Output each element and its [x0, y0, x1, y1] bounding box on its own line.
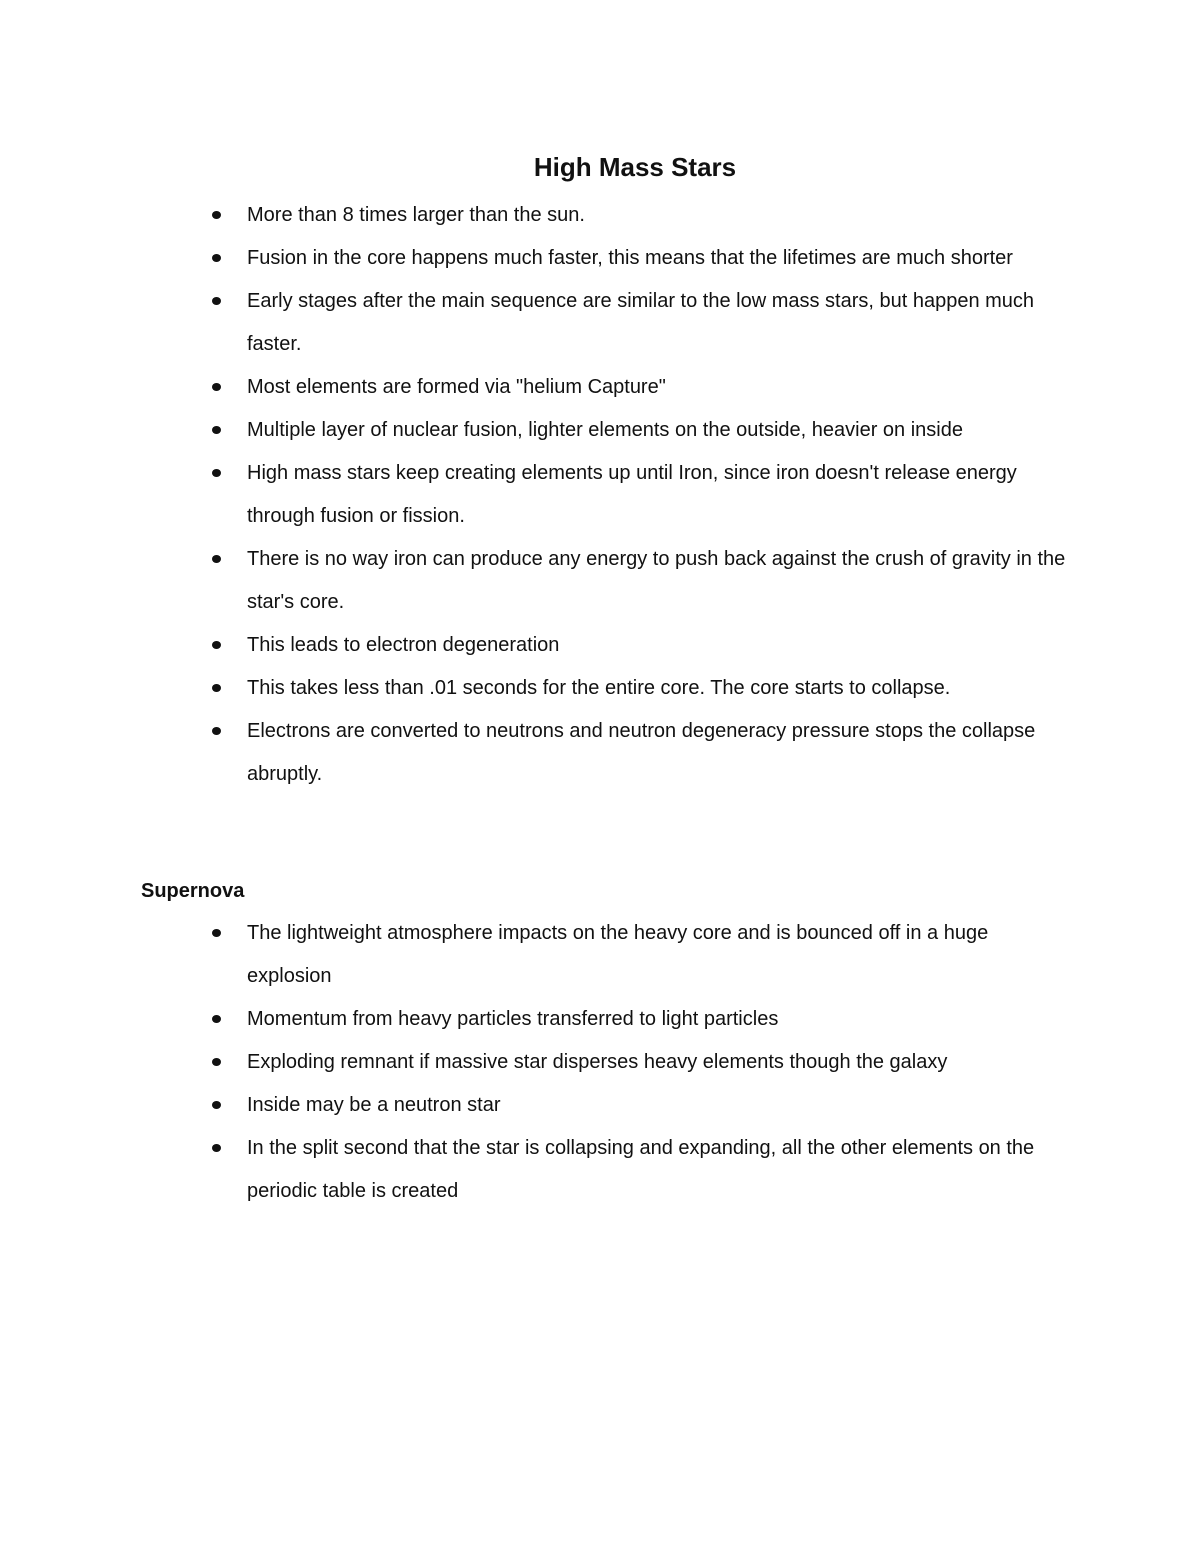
- list-item-text: This leads to electron degeneration: [247, 634, 560, 656]
- list-item: [247, 912, 1077, 998]
- list-item-text: There is no way iron can produce any energy to push back against the crush of gravity in the star's core.: [247, 548, 1066, 613]
- list-item-text: This takes less than .01 seconds for the entire core. The core starts to collapse.: [247, 677, 951, 699]
- list-item-text: Electrons are converted to neutrons and neutron degeneracy pressure stops the collapse abruptly.: [247, 720, 1036, 785]
- bullet-icon: [212, 929, 221, 937]
- supernova-bullet-list: [247, 912, 1077, 1213]
- bullet-icon: [212, 555, 221, 563]
- bullet-icon: [212, 1144, 221, 1152]
- list-item: [247, 667, 1077, 710]
- bullet-icon: [212, 469, 221, 477]
- list-item: [247, 366, 1077, 409]
- bullet-icon: [212, 1101, 221, 1109]
- list-item: [247, 409, 1077, 452]
- list-item: [247, 1084, 1077, 1127]
- list-item-text: The lightweight atmosphere impacts on the heavy core and is bounced off in a huge explosion: [247, 922, 989, 987]
- list-item-text: Multiple layer of nuclear fusion, lighter elements on the outside, heavier on inside: [247, 419, 963, 441]
- list-item-text: High mass stars keep creating elements up until Iron, since iron doesn't release energy through fusion or fission.: [247, 462, 1017, 527]
- list-item: [247, 1041, 1077, 1084]
- list-item: [247, 280, 1077, 366]
- bullet-icon: [212, 426, 221, 434]
- list-item: [247, 237, 1077, 280]
- list-item-text: Most elements are formed via "helium Capture": [247, 376, 666, 398]
- list-item: [247, 1127, 1077, 1213]
- list-item-text: Exploding remnant if massive star disperses heavy elements though the galaxy: [247, 1051, 948, 1073]
- bullet-icon: [212, 1015, 221, 1023]
- main-bullet-list: [247, 194, 1077, 796]
- list-item: [247, 710, 1077, 796]
- list-item-text: More than 8 times larger than the sun.: [247, 204, 585, 226]
- list-item-text: Momentum from heavy particles transferred to light particles: [247, 1008, 779, 1030]
- bullet-icon: [212, 297, 221, 305]
- list-item-text: Fusion in the core happens much faster, this means that the lifetimes are much shorter: [247, 247, 1013, 269]
- list-item-text: Inside may be a neutron star: [247, 1094, 501, 1116]
- section-heading-supernova: Supernova: [141, 880, 245, 902]
- list-item-text: In the split second that the star is collapsing and expanding, all the other elements on the periodic table is created: [247, 1137, 1035, 1202]
- bullet-icon: [212, 254, 221, 262]
- bullet-icon: [212, 641, 221, 649]
- bullet-icon: [212, 211, 221, 219]
- list-item: [247, 998, 1077, 1041]
- list-item-text: Early stages after the main sequence are similar to the low mass stars, but happen much faster.: [247, 290, 1035, 355]
- bullet-icon: [212, 383, 221, 391]
- list-item: [247, 624, 1077, 667]
- bullet-icon: [212, 684, 221, 692]
- bullet-icon: [212, 1058, 221, 1066]
- list-item: [247, 538, 1077, 624]
- bullet-icon: [212, 727, 221, 735]
- page-title: High Mass Stars: [533, 152, 737, 182]
- list-item: [247, 452, 1077, 538]
- list-item: [247, 194, 1077, 237]
